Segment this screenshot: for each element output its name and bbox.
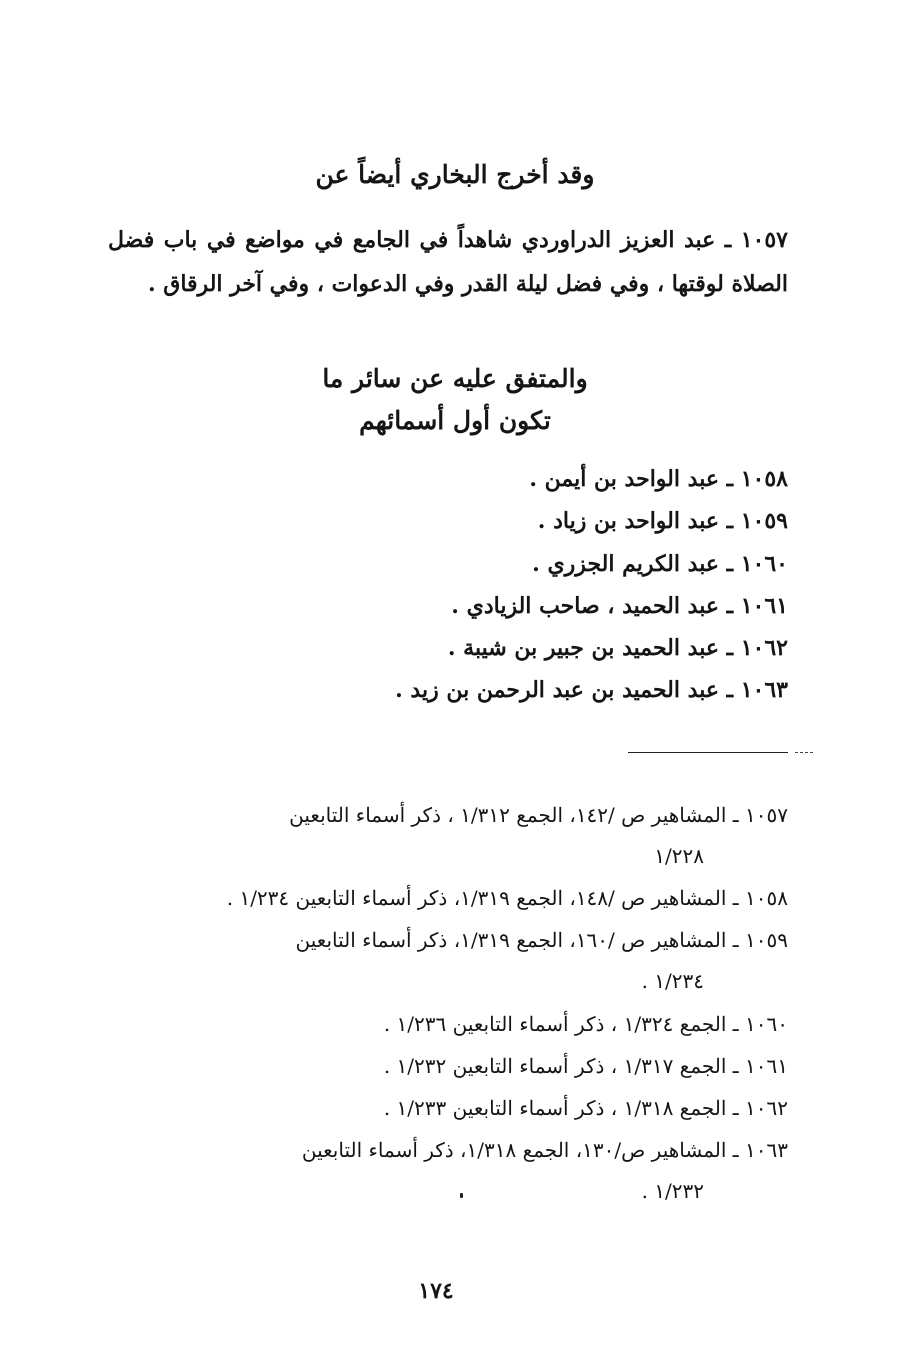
footnote-1060 bbox=[108, 1004, 788, 1045]
footnote-separator bbox=[628, 752, 788, 753]
footnote-text: ١٠٥٨ ـ المشاهير ص /١٤٨، الجمع ١/٣١٩، ذكر أسماء التابعين ١/٢٣٤ . bbox=[226, 886, 788, 910]
footnote-separator-tail bbox=[795, 752, 813, 753]
entry-1061: ١٠٦١ ـ عبد الحميد ، صاحب الزيادي . bbox=[451, 593, 788, 619]
section-heading: وقد أخرج البخاري أيضاً عن bbox=[315, 160, 595, 189]
footnote-text: ١٠٦٠ ـ الجمع ١/٣٢٤ ، ذكر أسماء التابعين ١/٢٣٦ . bbox=[383, 1012, 788, 1036]
footnote-text: ١٠٦٢ ـ الجمع ١/٣١٨ ، ذكر أسماء التابعين ١/٢٣٣ . bbox=[383, 1096, 788, 1120]
entry-1058: ١٠٥٨ ـ عبد الواحد بن أيمن . bbox=[529, 466, 788, 492]
footnote-text: ١٠٥٧ ـ المشاهير ص /١٤٢، الجمع ١/٣١٢ ، ذكر أسماء التابعين bbox=[289, 803, 788, 827]
footnote-text: ١٠٥٩ ـ المشاهير ص /١٦٠، الجمع ١/٣١٩، ذكر أسماء التابعين bbox=[295, 928, 788, 952]
footnote-continuation: ١/٢٣٤ . bbox=[641, 969, 704, 993]
footnote-1058 bbox=[108, 878, 788, 919]
entry-1057: ١٠٥٧ ـ عبد العزيز الدراوردي شاهداً في الجامع في مواضع في باب فضل الصلاة لوقتها ، وفي فضل ليلة القدر وفي الدعوات ، وفي آخر الرقاق . bbox=[108, 227, 788, 297]
footnote-text: ١٠٦١ ـ الجمع ١/٣١٧ ، ذكر أسماء التابعين ١/٢٣٢ . bbox=[383, 1054, 788, 1078]
page-number: ١٧٤ bbox=[418, 1278, 454, 1304]
entry-1060: ١٠٦٠ ـ عبد الكريم الجزري . bbox=[532, 551, 788, 577]
ink-speck bbox=[460, 1193, 463, 1198]
section-heading-line-1: والمتفق عليه عن سائر ما bbox=[322, 364, 588, 393]
entry-1062: ١٠٦٢ ـ عبد الحميد بن جبير بن شيبة . bbox=[447, 635, 788, 661]
entry-1063: ١٠٦٣ ـ عبد الحميد بن عبد الرحمن بن زيد . bbox=[395, 677, 788, 703]
footnote-text: ١٠٦٣ ـ المشاهير ص/١٣٠، الجمع ١/٣١٨، ذكر أسماء التابعين bbox=[301, 1138, 788, 1162]
footnote-1062 bbox=[108, 1088, 788, 1129]
section-heading-line-2: تكون أول أسمائهم bbox=[359, 406, 551, 435]
footnote-1059 bbox=[108, 920, 788, 1002]
footnote-1057 bbox=[108, 795, 788, 877]
footnote-1061 bbox=[108, 1046, 788, 1087]
footnote-continuation: ١/٢٢٨ bbox=[654, 844, 704, 868]
footnote-continuation: ١/٢٣٢ . bbox=[641, 1179, 704, 1203]
footnote-1063 bbox=[108, 1130, 788, 1212]
entry-1059: ١٠٥٩ ـ عبد الواحد بن زياد . bbox=[537, 508, 788, 534]
